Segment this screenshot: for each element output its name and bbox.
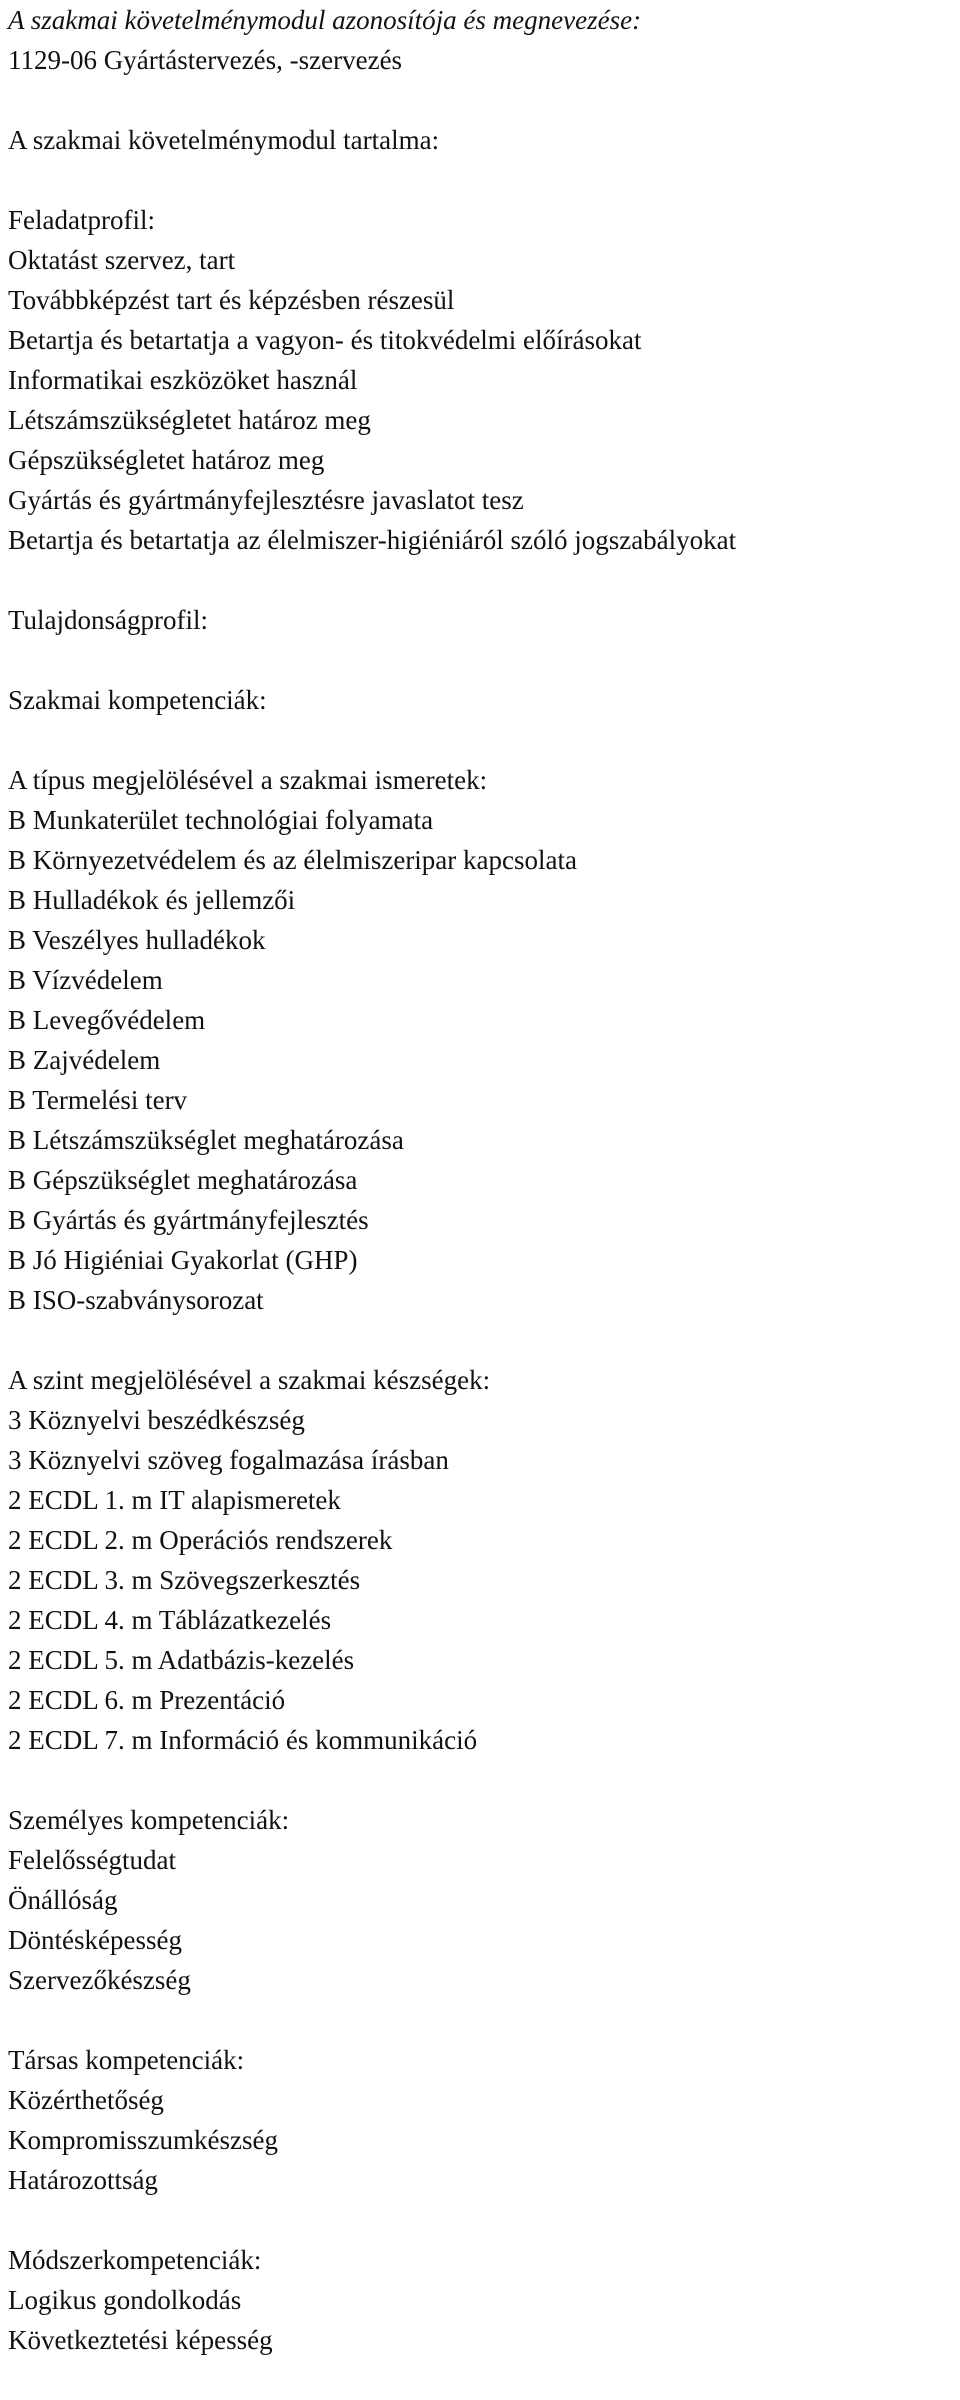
knowledge-item: B Létszámszükséglet meghatározása: [8, 1125, 404, 1155]
skill-item: 3 Köznyelvi szöveg fogalmazása írásban: [8, 1445, 449, 1475]
property-profile-heading: Tulajdonságprofil:: [8, 605, 209, 635]
module-id-value: 1129-06 Gyártástervezés, -szervezés: [8, 45, 403, 75]
skill-item: 2 ECDL 4. m Táblázatkezelés: [8, 1605, 332, 1635]
personal-competency-item: Szervezőkészség: [8, 1965, 191, 1995]
personal-competencies-heading: Személyes kompetenciák:: [8, 1805, 290, 1835]
module-id-label: A szakmai követelménymodul azonosítója és megnevezése:: [8, 5, 642, 35]
social-competency-item: Kompromisszumkészség: [8, 2125, 278, 2155]
knowledge-item: B Termelési terv: [8, 1085, 188, 1115]
knowledge-item: B Veszélyes hulladékok: [8, 925, 266, 955]
task-profile-item: Gyártás és gyártmányfejlesztésre javaslatot tesz: [8, 485, 524, 515]
document-body: [8, 0, 948, 2360]
social-competency-item: Közérthetőség: [8, 2085, 164, 2115]
personal-competency-item: Felelősségtudat: [8, 1845, 176, 1875]
skill-item: 2 ECDL 1. m IT alapismeretek: [8, 1485, 341, 1515]
skill-item: 2 ECDL 3. m Szövegszerkesztés: [8, 1565, 361, 1595]
skill-item: 3 Köznyelvi beszédkészség: [8, 1405, 305, 1435]
knowledge-item: B Levegővédelem: [8, 1005, 206, 1035]
task-profile-item: Továbbképzést tart és képzésben részesül: [8, 285, 455, 315]
skill-item: 2 ECDL 7. m Információ és kommunikáció: [8, 1725, 478, 1755]
task-profile-item: Betartja és betartatja az élelmiszer-higiéniáról szóló jogszabályokat: [8, 525, 737, 555]
knowledge-item: B Vízvédelem: [8, 965, 163, 995]
skills-heading: A szint megjelölésével a szakmai készségek:: [8, 1365, 491, 1395]
social-competencies-heading: Társas kompetenciák:: [8, 2045, 245, 2075]
knowledge-item: B Környezetvédelem és az élelmiszeripar kapcsolata: [8, 845, 577, 875]
personal-competency-item: Döntésképesség: [8, 1925, 182, 1955]
task-profile-item: Létszámszükségletet határoz meg: [8, 405, 371, 435]
knowledge-item: B Munkaterület technológiai folyamata: [8, 805, 434, 835]
knowledge-item: B Jó Higiéniai Gyakorlat (GHP): [8, 1245, 358, 1275]
task-profile-heading: Feladatprofil:: [8, 205, 155, 235]
task-profile-item: Betartja és betartatja a vagyon- és titokvédelmi előírásokat: [8, 325, 642, 355]
task-profile-item: Oktatást szervez, tart: [8, 245, 236, 275]
method-competency-item: Logikus gondolkodás: [8, 2285, 242, 2315]
skill-item: 2 ECDL 2. m Operációs rendszerek: [8, 1525, 393, 1555]
task-profile-item: Gépszükségletet határoz meg: [8, 445, 325, 475]
method-competencies-heading: Módszerkompetenciák:: [8, 2245, 262, 2275]
knowledge-item: B Gyártás és gyártmányfejlesztés: [8, 1205, 369, 1235]
skill-item: 2 ECDL 5. m Adatbázis-kezelés: [8, 1645, 355, 1675]
task-profile-item: Informatikai eszközöket használ: [8, 365, 358, 395]
social-competency-item: Határozottság: [8, 2165, 158, 2195]
knowledge-item: B Hulladékok és jellemzői: [8, 885, 296, 915]
method-competency-item: Következtetési képesség: [8, 2325, 273, 2355]
knowledge-item: B Zajvédelem: [8, 1045, 161, 1075]
skill-item: 2 ECDL 6. m Prezentáció: [8, 1685, 286, 1715]
professional-competencies-heading: Szakmai kompetenciák:: [8, 685, 267, 715]
personal-competency-item: Önállóság: [8, 1885, 118, 1915]
knowledge-item: B Gépszükséglet meghatározása: [8, 1165, 358, 1195]
module-content-label: A szakmai követelménymodul tartalma:: [8, 125, 440, 155]
knowledge-heading: A típus megjelölésével a szakmai ismeretek:: [8, 765, 488, 795]
knowledge-item: B ISO-szabványsorozat: [8, 1285, 264, 1315]
